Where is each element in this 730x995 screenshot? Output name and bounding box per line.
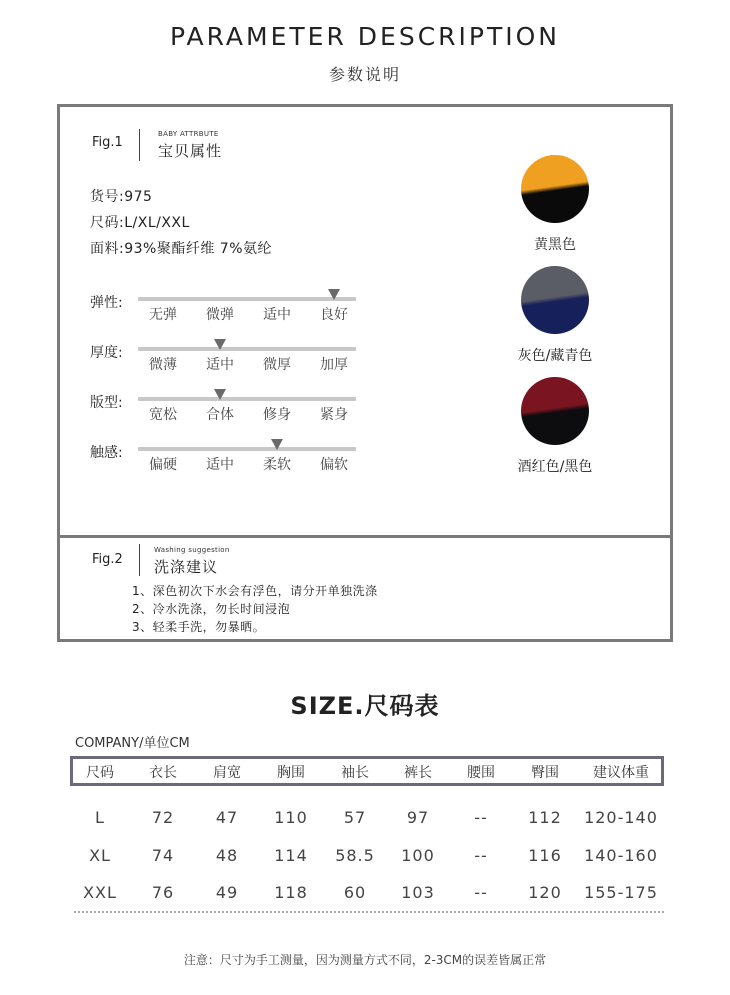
wash-item-1: 1、深色初次下水会有浮色，请分开单独洗涤: [132, 584, 378, 598]
table-header-cell: 臀围: [531, 765, 559, 781]
table-cell: 116: [528, 846, 562, 865]
scale-option: 适中: [206, 457, 234, 473]
scale-option: 微薄: [149, 357, 177, 373]
color-name: 黄黑色: [534, 237, 576, 253]
scale-label: 版型:: [90, 395, 123, 411]
fig1-heading: 宝贝属性: [158, 142, 223, 160]
scale-option: 良好: [320, 307, 348, 323]
table-header-cell: 衣长: [149, 765, 177, 781]
table-cell: 49: [215, 883, 239, 902]
table-cell: L: [95, 808, 105, 827]
table-cell: 100: [401, 846, 435, 865]
table-cell: 72: [151, 808, 175, 827]
attr-sizes: 尺码:L/XL/XXL: [90, 215, 190, 231]
scale-option: 宽松: [149, 407, 177, 423]
unit-label: COMPANY/单位CM: [75, 736, 190, 751]
page-title: PARAMETER DESCRIPTION: [169, 22, 560, 51]
panel-divider: [57, 535, 673, 538]
table-cell: --: [474, 808, 488, 827]
scale-option: 微弹: [206, 307, 234, 323]
scale-track: [138, 297, 356, 301]
table-cell: 48: [215, 846, 239, 865]
scale-option: 微厚: [263, 357, 291, 373]
table-cell: --: [474, 883, 488, 902]
scale-marker-icon: [328, 289, 340, 300]
table-cell: 140-160: [584, 846, 658, 865]
fig2-heading: 洗涤建议: [154, 558, 219, 576]
table-header-cell: 腰围: [467, 765, 495, 781]
table-cell: XXL: [83, 883, 117, 902]
fig2-subtitle: Washing suggestion: [154, 546, 230, 554]
scale-option: 适中: [263, 307, 291, 323]
wash-item-3: 3、轻柔手洗，勿暴晒。: [132, 620, 266, 634]
table-cell: 110: [274, 808, 308, 827]
table-cell: 57: [343, 808, 367, 827]
fig2-label: Fig.2: [92, 552, 123, 567]
wash-item-2: 2、冷水洗涤，勿长时间浸泡: [132, 602, 291, 616]
color-name: 灰色/藏青色: [517, 348, 593, 364]
table-cell: 112: [528, 808, 562, 827]
scale-label: 厚度:: [90, 345, 123, 361]
scale-option: 合体: [206, 407, 234, 423]
table-cell: --: [474, 846, 488, 865]
table-cell: 114: [274, 846, 308, 865]
table-bottom-rule: [74, 911, 664, 913]
size-table-title: SIZE.尺码表: [290, 692, 440, 720]
attr-fabric: 面料:93%聚酯纤维 7%氨纶: [90, 241, 272, 257]
scale-track: [138, 447, 356, 451]
measurement-note: 注意：尺寸为手工测量，因为测量方式不同，2-3CM的误差皆属正常: [183, 953, 547, 967]
table-cell: 120: [528, 883, 562, 902]
color-swatch: [521, 266, 589, 334]
table-cell: 120-140: [584, 808, 658, 827]
table-cell: 47: [215, 808, 239, 827]
fig1-label: Fig.1: [92, 135, 123, 150]
scale-marker-icon: [271, 439, 283, 450]
scale-option: 偏软: [320, 457, 348, 473]
table-cell: 60: [343, 883, 367, 902]
table-cell: 76: [151, 883, 175, 902]
color-swatch: [521, 155, 589, 223]
table-header-cell: 胸围: [277, 765, 305, 781]
table-cell: 97: [406, 808, 430, 827]
scale-marker-icon: [214, 389, 226, 400]
table-cell: 118: [274, 883, 308, 902]
table-cell: 155-175: [584, 883, 658, 902]
table-cell: XL: [89, 846, 111, 865]
color-swatch: [521, 377, 589, 445]
scale-option: 紧身: [320, 407, 348, 423]
scale-label: 触感:: [90, 445, 123, 461]
fig2-separator: [139, 544, 140, 576]
scale-option: 修身: [263, 407, 291, 423]
table-cell: 58.5: [335, 846, 375, 865]
color-name: 酒红色/黑色: [517, 459, 593, 475]
scale-option: 柔软: [263, 457, 291, 473]
scale-option: 加厚: [320, 357, 348, 373]
table-header-cell: 尺码: [86, 765, 114, 781]
scale-marker-icon: [214, 339, 226, 350]
table-header-cell: 肩宽: [213, 765, 241, 781]
page-subtitle: 参数说明: [328, 65, 401, 84]
scale-option: 无弹: [149, 307, 177, 323]
table-header-cell: 袖长: [341, 765, 369, 781]
attr-item-number: 货号:975: [90, 189, 153, 205]
table-cell: 103: [401, 883, 435, 902]
table-header-cell: 裤长: [404, 765, 432, 781]
scale-label: 弹性:: [90, 295, 123, 311]
fig1-subtitle: BABY ATTRBUTE: [158, 130, 219, 138]
scale-option: 适中: [206, 357, 234, 373]
scale-option: 偏硬: [149, 457, 177, 473]
table-header-cell: 建议体重: [593, 765, 649, 781]
table-cell: 74: [151, 846, 175, 865]
scale-track: [138, 347, 356, 351]
scale-track: [138, 397, 356, 401]
fig1-separator: [139, 129, 140, 161]
